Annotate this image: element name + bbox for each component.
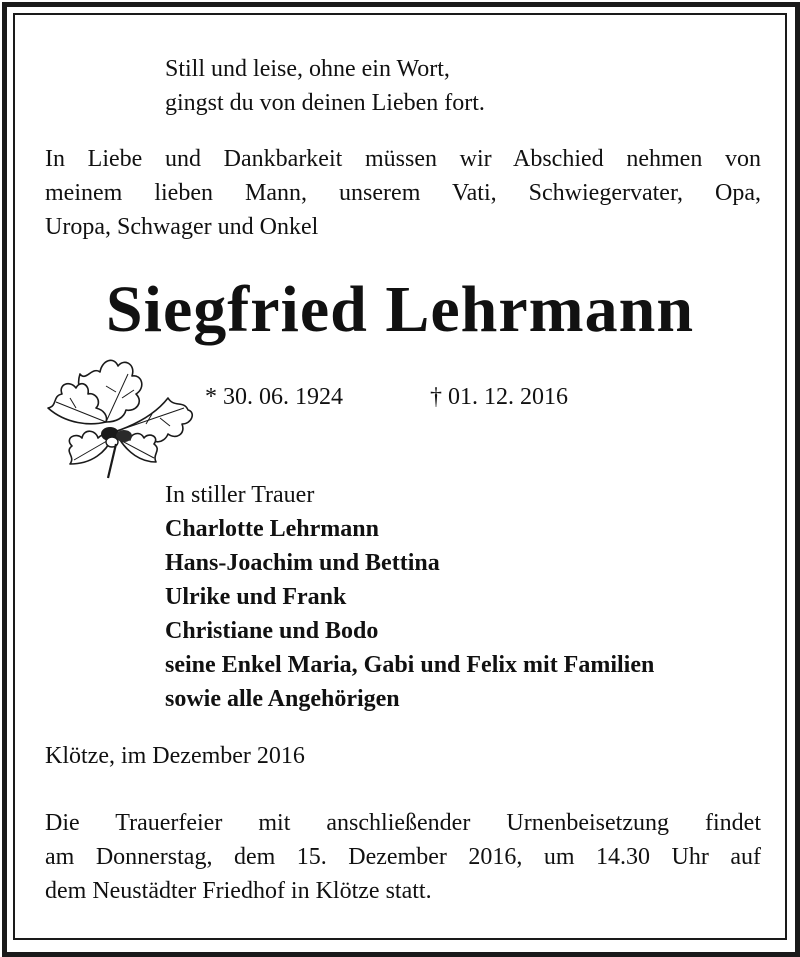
poem — [165, 52, 485, 120]
deceased-name: Siegfried Lehrmann — [105, 273, 695, 346]
death-date: † 01. 12. 2016 — [430, 384, 568, 410]
mourner-name: Christiane und Bodo — [165, 618, 379, 644]
poem-line-2: gingst du von deinen Lieben fort. — [165, 90, 485, 116]
mourner-name: Ulrike und Frank — [165, 584, 347, 610]
oak-leaves-acorn-icon — [36, 352, 196, 482]
born-date: * 30. 06. 1924 — [205, 384, 343, 410]
funeral-info — [45, 806, 761, 908]
mourner-name: Charlotte Lehrmann — [165, 516, 379, 542]
funeral-line-3: dem Neustädter Friedhof in Klötze statt. — [45, 878, 432, 904]
mourner-name: Hans-Joachim und Bettina — [165, 550, 440, 576]
funeral-line-2: am Donnerstag, dem 15. Dezember 2016, um 14.30 Uhr auf — [45, 844, 761, 870]
intro-line-2: meinem lieben Mann, unserem Vati, Schwiegervater, Opa, — [45, 180, 761, 206]
place-date: Klötze, im Dezember 2016 — [45, 743, 305, 769]
mourner-name: seine Enkel Maria, Gabi und Felix mit Familien — [165, 652, 655, 678]
intro-text — [45, 142, 761, 244]
mourner-name: sowie alle Angehörigen — [165, 686, 400, 712]
intro-line-1: In Liebe und Dankbarkeit müssen wir Abschied nehmen von — [45, 146, 761, 172]
mourners-list — [165, 512, 654, 716]
intro-line-3: Uropa, Schwager und Onkel — [45, 214, 319, 240]
funeral-line-1: Die Trauerfeier mit anschließender Urnenbeisetzung findet — [45, 810, 761, 836]
poem-line-1: Still und leise, ohne ein Wort, — [165, 56, 450, 82]
mourners-heading: In stiller Trauer — [165, 482, 315, 508]
